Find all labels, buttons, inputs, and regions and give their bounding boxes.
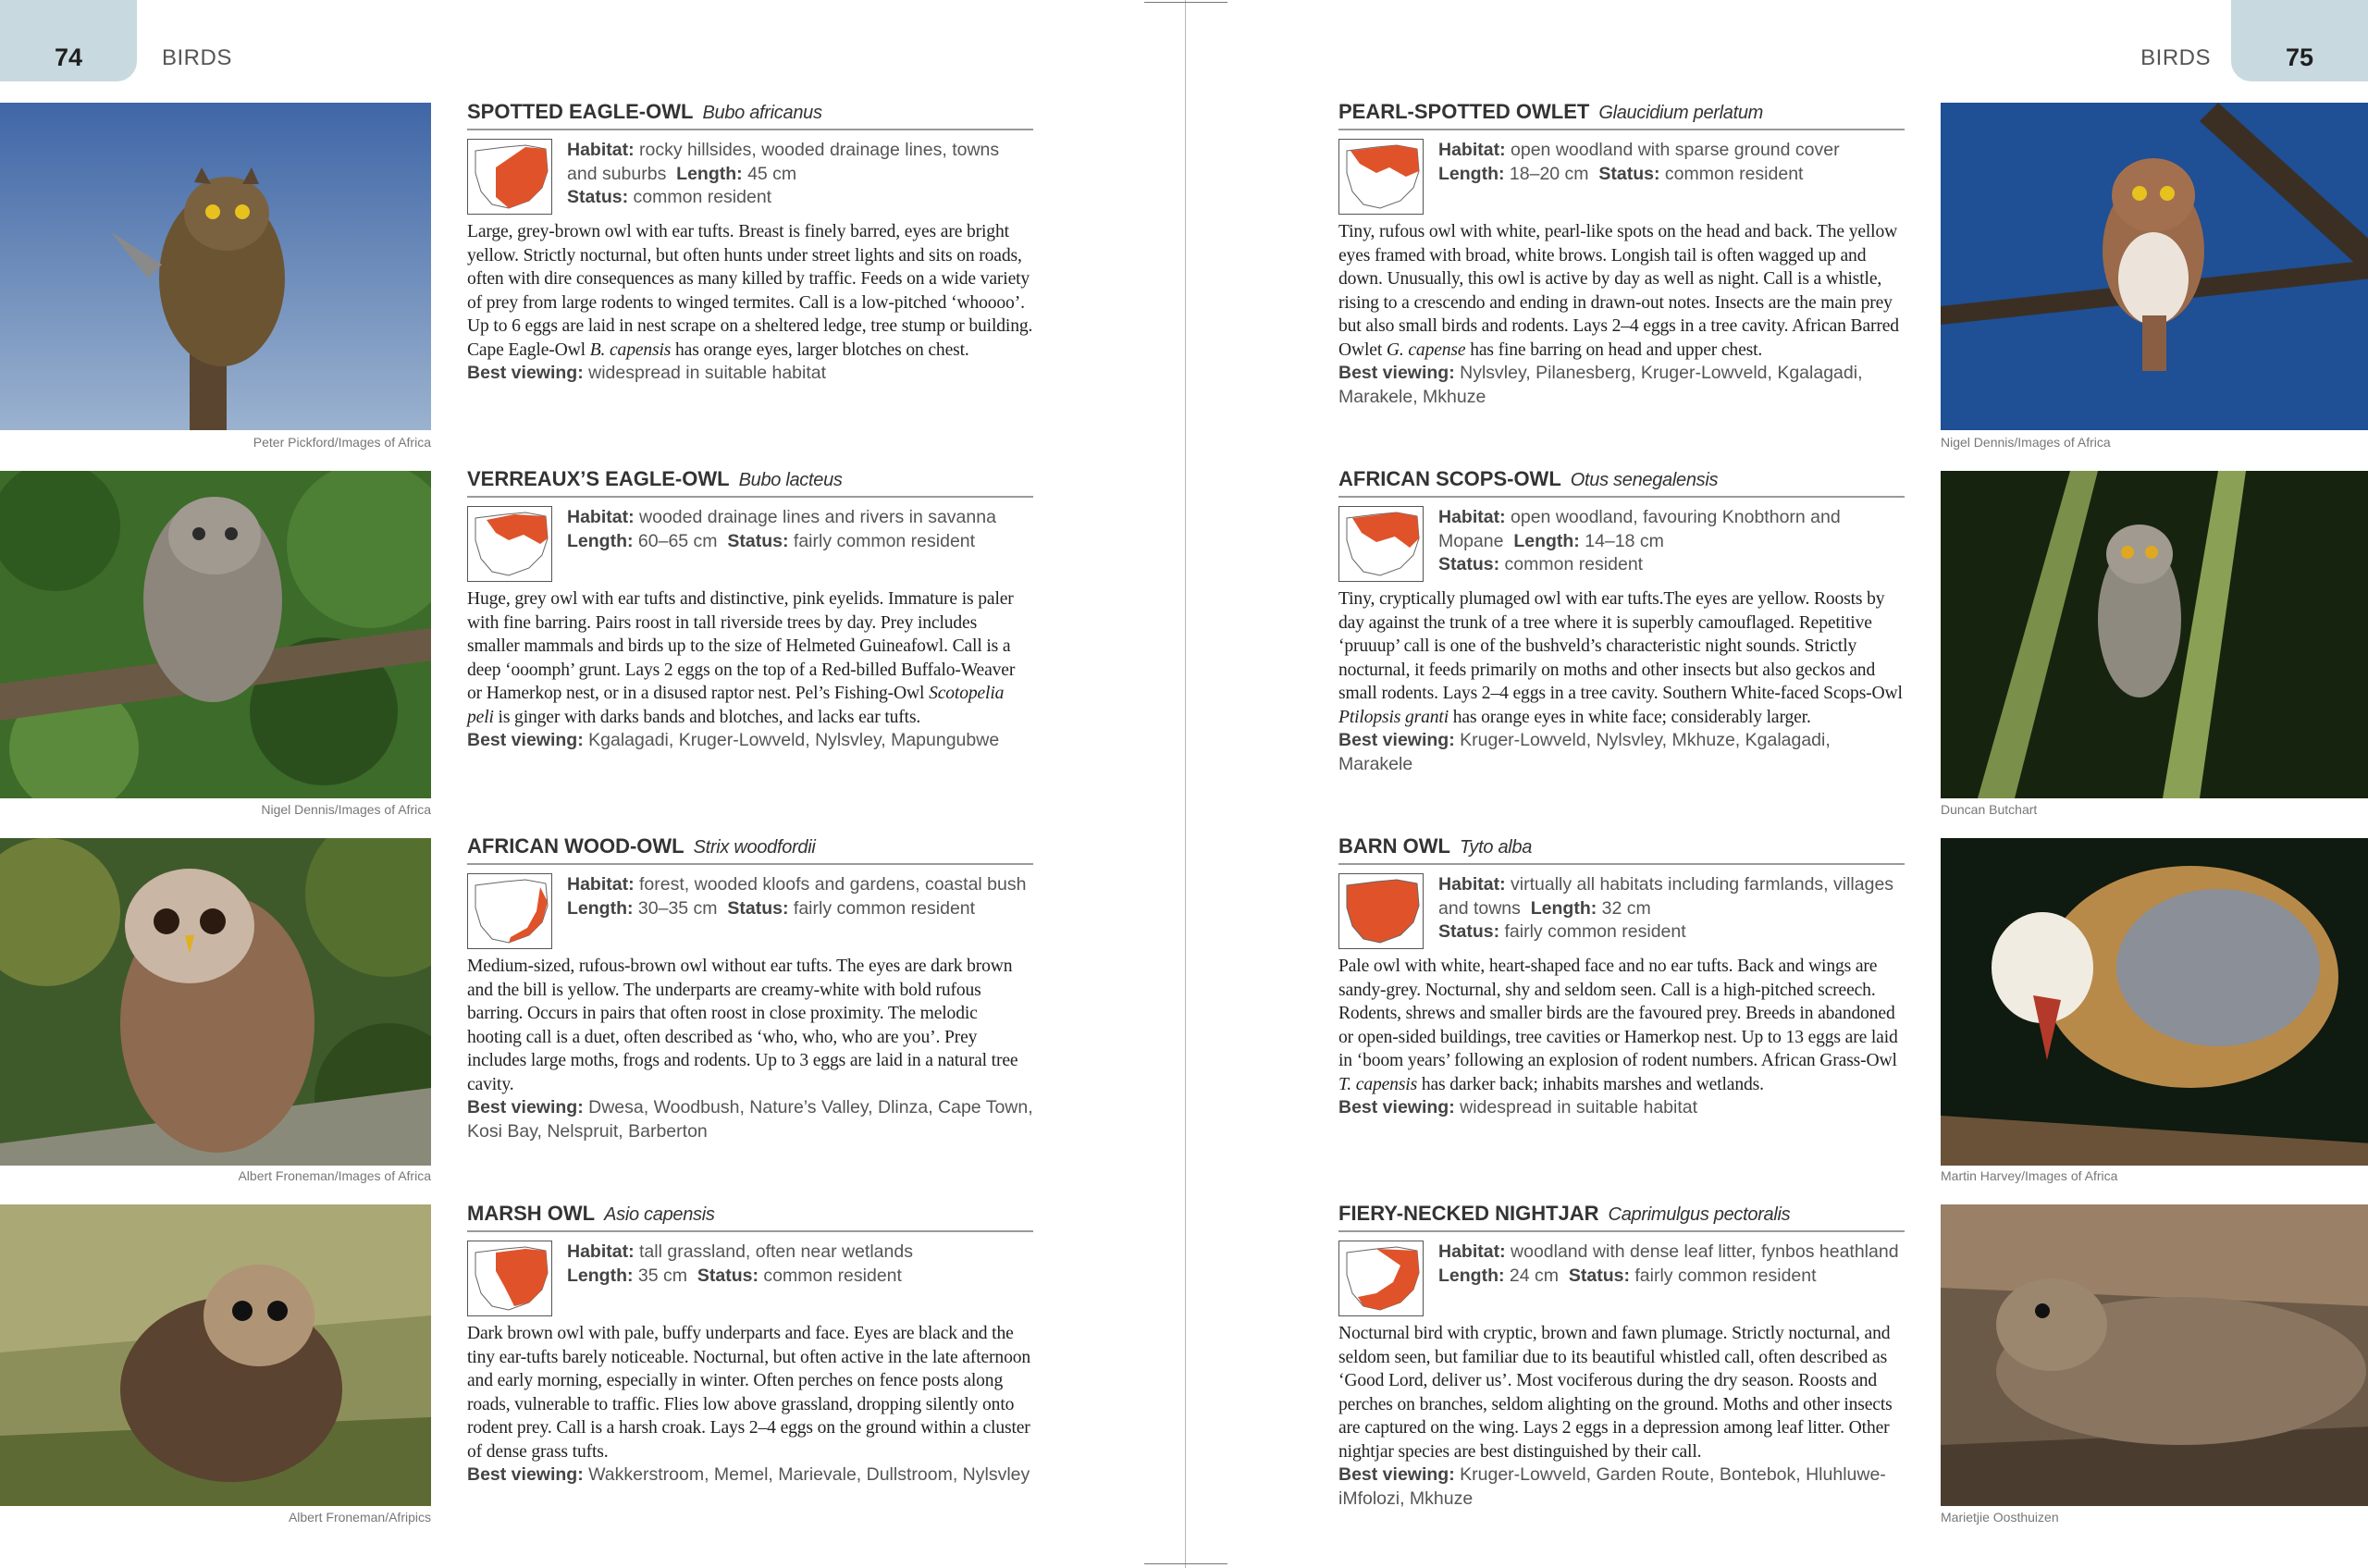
species-entry — [467, 466, 1033, 753]
species-description: Tiny, cryptically plumaged owl with ear tufts.The eyes are yellow. Roosts by day against the trunk of a tree where it is superbly camouflaged. Repetitive ‘pruuup’ call is one of the bushveld’s characteristic night sounds. Strictly nocturnal, it feeds primarily on moths and other insects but also geckos and small rodents. Lays 2–4 eggs in a tree cavity. Southern White-faced Scops-Owl Ptilopsis granti has orange eyes in white face; considerably larger. — [1338, 589, 1903, 727]
photo-credit: Marietjie Oosthuizen — [1941, 1510, 2059, 1525]
species-entry — [467, 1201, 1033, 1488]
species-description: Dark brown owl with pale, buffy underparts and face. Eyes are black and the tiny ear-tufts barely noticeable. Nocturnal, but often active in the late afternoon and early morning, especially in winter. Often perches on fence posts along roads, vulnerable to traffic. Flies low above grassland, dropping silently onto rodent prey. Call is a harsh croak. Lays 2–4 eggs on the ground within a cluster of dense grass tufts. — [467, 1324, 1031, 1462]
species-entry — [1338, 99, 1905, 409]
species-facts: Habitat: virtually all habitats including farmlands, villages and towns Length: 32 cm Status: fairly common resident — [1438, 874, 1894, 942]
species-heading — [1338, 833, 1905, 865]
species-name: BARN OWL — [1338, 834, 1450, 858]
species-facts: Habitat: rocky hillsides, wooded drainage lines, towns and suburbs Length: 45 cm Status: common resident — [567, 140, 1000, 207]
species-facts: Habitat: woodland with dense leaf litter, fynbos heathland Length: 24 cm Status: fairly common resident — [1438, 1241, 1899, 1286]
distribution-map-icon — [467, 506, 552, 582]
status-value: common resident — [633, 187, 772, 207]
species-entry — [1338, 1201, 1905, 1511]
species-latin-name: Caprimulgus pectoralis — [1608, 1204, 1791, 1225]
african-scops-owl-photo — [1941, 471, 2368, 798]
length-value: 45 cm — [747, 163, 797, 184]
photo-credit: Martin Harvey/Images of Africa — [1941, 1168, 2118, 1183]
photo-credit: Albert Froneman/Images of Africa — [238, 1168, 431, 1183]
species-name: SPOTTED EAGLE-OWL — [467, 100, 694, 123]
status-value: fairly common resident — [793, 897, 976, 919]
species-name: MARSH OWL — [467, 1202, 596, 1225]
distribution-map-icon — [467, 873, 552, 949]
species-name: VERREAUX’S EAGLE-OWL — [467, 467, 730, 490]
species-latin-name: Asio capensis — [604, 1204, 715, 1225]
marsh-owl-photo — [0, 1204, 431, 1506]
species-heading — [1338, 466, 1905, 498]
status-value: common resident — [1504, 554, 1644, 574]
length-value: 35 cm — [637, 1265, 688, 1286]
photo-credit: Albert Froneman/Afripics — [288, 1510, 431, 1525]
best-viewing: Best viewing: Kruger-Lowveld, Nylsvley, Mkhuze, Kgalagadi, Marakele — [1338, 730, 1831, 774]
best-viewing: Best viewing: widespread in suitable habitat — [467, 363, 827, 383]
best-viewing: Best viewing: Nylsvley, Pilanesberg, Kruger-Lowveld, Kgalagadi, Marakele, Mkhuze — [1338, 363, 1863, 407]
species-name: AFRICAN WOOD-OWL — [467, 834, 684, 858]
pearl-spotted-owlet-photo — [1941, 103, 2368, 430]
photo-credit: Duncan Butchart — [1941, 802, 2038, 817]
habitat-value: tall grassland, often near wetlands — [639, 1241, 913, 1262]
trim-mark — [1144, 2, 1227, 3]
species-heading — [467, 466, 1033, 498]
photo-credit: Peter Pickford/Images of Africa — [253, 435, 431, 450]
species-entry — [1338, 833, 1905, 1120]
species-name: FIERY-NECKED NIGHTJAR — [1338, 1202, 1599, 1225]
left-section-title: BIRDS — [162, 45, 232, 70]
length-value: 60–65 cm — [637, 530, 718, 551]
species-name: AFRICAN SCOPS-OWL — [1338, 467, 1561, 490]
habitat-value: open woodland, favouring Knobthorn and Mopane — [1438, 507, 1841, 551]
species-entry — [1338, 466, 1905, 776]
habitat-value: woodland with dense leaf litter, fynbos heathland — [1511, 1241, 1899, 1262]
barn-owl-photo — [1941, 838, 2368, 1166]
right-page-number: 75 — [2231, 0, 2368, 81]
species-description: Huge, grey owl with ear tufts and distinctive, pink eyelids. Immature is paler with fine barring. Pairs roost in tall riverside trees by day. Prey includes smaller mammals and birds up to the size of Helmeted Guineafowl. Call is a deep ‘ooomph’ grunt. Lays 2 eggs on the top of a Red-billed Buffalo-Weaver or Hamerkop nest, or in a disused raptor nest. Pel’s Fishing-Owl Scotopelia peli is ginger with darks bands and blotches, and lacks ear tufts. — [467, 589, 1016, 727]
best-viewing: Best viewing: Dwesa, Woodbush, Nature’s Valley, Dlinza, Cape Town, Kosi Bay, Nelspruit, Barberton — [467, 1097, 1033, 1142]
distribution-map-icon — [1338, 1241, 1424, 1316]
species-facts: Habitat: tall grassland, often near wetlands Length: 35 cm Status: common resident — [567, 1241, 913, 1286]
fiery-necked-nightjar-photo — [1941, 1204, 2368, 1506]
species-facts: Habitat: forest, wooded kloofs and gardens, coastal bush Length: 30–35 cm Status: fairly common resident — [567, 874, 1027, 919]
species-description: Medium-sized, rufous-brown owl without ear tufts. The eyes are dark brown and the bill is yellow. The underparts are creamy-white with bold rufous barring. Occurs in pairs that often roost in close proximity. The melodic hooting call is a duet, often described as ‘who, who, who are you’. Prey includes large moths, frogs and rodents. Up to 3 eggs are laid in a natural tree cavity. — [467, 957, 1018, 1094]
habitat-value: forest, wooded kloofs and gardens, coastal bush — [639, 874, 1027, 895]
left-page-number: 74 — [0, 0, 137, 81]
best-viewing: Best viewing: Wakkerstroom, Memel, Marievale, Dullstroom, Nylsvley — [467, 1464, 1030, 1485]
length-value: 14–18 cm — [1585, 530, 1664, 551]
right-section-title: BIRDS — [2140, 45, 2211, 70]
best-viewing: Best viewing: Kruger-Lowveld, Garden Route, Bontebok, Hluhluwe-iMfolozi, Mkhuze — [1338, 1464, 1886, 1509]
species-facts: Habitat: open woodland, favouring Knobthorn and Mopane Length: 14–18 cm Status: common resident — [1438, 507, 1841, 574]
status-value: common resident — [763, 1265, 902, 1286]
species-entry — [467, 833, 1033, 1143]
species-name: PEARL-SPOTTED OWLET — [1338, 100, 1590, 123]
species-description: Large, grey-brown owl with ear tufts. Breast is finely barred, eyes are bright yellow. Strictly nocturnal, but often hunts under street lights and sits on roads, often with dire consequences as many killed by traffic. Feeds on a wide variety of prey from large rodents to winged termites. Call is a low-pitched ‘whoooo’. Up to 6 eggs are laid in nest scrape on a sheltered ledge, tree stump or building. Cape Eagle-Owl B. capensis has orange eyes, larger blotches on chest. — [467, 222, 1033, 360]
distribution-map-icon — [1338, 139, 1424, 215]
status-value: fairly common resident — [1634, 1265, 1817, 1286]
african-wood-owl-photo — [0, 838, 431, 1166]
distribution-map-icon — [1338, 506, 1424, 582]
species-latin-name: Glaucidium perlatum — [1598, 103, 1764, 123]
status-value: fairly common resident — [1504, 921, 1686, 942]
species-description: Pale owl with white, heart-shaped face and no ear tufts. Back and wings are sandy-grey. Nocturnal, shy and seldom seen. Call is a high-pitched screech. Rodents, shrews and smaller birds are the favoured prey. Breeds in abandoned or open-sided buildings, tree cavities or Hamerkop nest. Up to 13 eggs are laid in ‘boom years’ following an explosion of rodent numbers. African Grass-Owl T. capensis has darker back; inhabits marshes and wetlands. — [1338, 957, 1898, 1094]
photo-credit: Nigel Dennis/Images of Africa — [1941, 435, 2111, 450]
trim-mark — [1144, 1563, 1227, 1564]
species-facts: Habitat: wooded drainage lines and rivers in savanna Length: 60–65 cm Status: fairly common resident — [567, 507, 996, 551]
spotted-eagle-owl-photo — [0, 103, 431, 430]
status-value: fairly common resident — [793, 530, 976, 551]
best-viewing: Best viewing: widespread in suitable habitat — [1338, 1097, 1698, 1117]
species-latin-name: Bubo africanus — [702, 103, 822, 123]
species-latin-name: Strix woodfordii — [693, 837, 816, 858]
species-heading — [467, 833, 1033, 865]
species-description: Tiny, rufous owl with white, pearl-like spots on the head and back. The yellow eyes framed with broad, white brows. Longish tail is often wagged up and down. Unusually, this owl is active by day as well as night. Call is a whistle, rising to a crescendo and ending in drawn-out notes. Insects are the main prey but also small birds and rodents. Lays 2–4 eggs in a tree cavity. African Barred Owlet G. capense has fine barring on head and upper chest. — [1338, 222, 1899, 360]
species-heading — [1338, 99, 1905, 130]
species-latin-name: Otus senegalensis — [1570, 470, 1719, 490]
length-value: 32 cm — [1601, 897, 1651, 919]
species-latin-name: Tyto alba — [1459, 837, 1533, 858]
species-latin-name: Bubo lacteus — [738, 470, 843, 490]
species-heading — [467, 99, 1033, 130]
species-heading — [1338, 1201, 1905, 1232]
habitat-value: rocky hillsides, wooded drainage lines, towns and suburbs — [567, 140, 1000, 184]
species-entry — [467, 99, 1033, 386]
species-heading — [467, 1201, 1033, 1232]
habitat-value: open woodland with sparse ground cover — [1511, 140, 1840, 160]
best-viewing: Best viewing: Kgalagadi, Kruger-Lowveld, Nylsvley, Mapungubwe — [467, 730, 1000, 750]
distribution-map-icon — [1338, 873, 1424, 949]
species-description: Nocturnal bird with cryptic, brown and fawn plumage. Strictly nocturnal, and seldom seen, but familiar due to its beautiful whistled call, often described as ‘Good Lord, deliver us’. Most vociferous during the dry season. Roosts and perches on branches, seldom alighting on the ground. Moths and other insects are captured on the wing. Lays 2 eggs in a depression among leaf litter. Other nightjar species are best distinguished by their call. — [1338, 1324, 1893, 1462]
length-value: 24 cm — [1509, 1265, 1560, 1286]
length-value: 18–20 cm — [1509, 163, 1589, 184]
length-value: 30–35 cm — [637, 897, 718, 919]
status-value: common resident — [1664, 163, 1804, 184]
habitat-value: wooded drainage lines and rivers in savanna — [639, 507, 996, 527]
distribution-map-icon — [467, 139, 552, 215]
habitat-value: virtually all habitats including farmlands, villages and towns — [1438, 874, 1894, 919]
species-facts: Habitat: open woodland with sparse ground cover Length: 18–20 cm Status: common resident — [1438, 140, 1840, 184]
photo-credit: Nigel Dennis/Images of Africa — [261, 802, 431, 817]
distribution-map-icon — [467, 1241, 552, 1316]
verreauxs-eagle-owl-photo — [0, 471, 431, 798]
book-spine — [1185, 0, 1186, 1568]
